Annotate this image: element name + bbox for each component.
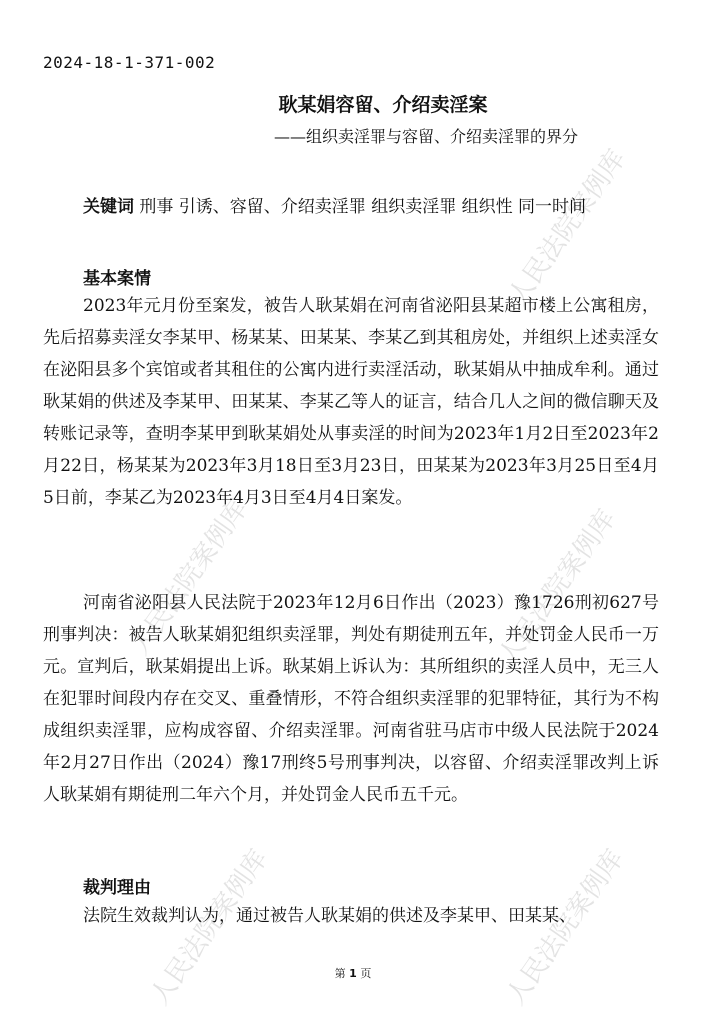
document-subtitle: ——组织卖淫罪与容留、介绍卖淫罪的界分 xyxy=(273,127,578,146)
document-title xyxy=(0,90,706,117)
watermark: 人民法院案例库 xyxy=(500,844,630,1011)
keywords-line xyxy=(43,191,659,223)
watermark: 人民法院案例库 xyxy=(124,494,254,661)
footer-suffix: 页 xyxy=(360,967,372,980)
page-footer xyxy=(0,965,706,981)
paragraph: 法院生效裁判认为，通过被告人耿某娟的供述及李某甲、田某某、 xyxy=(83,906,576,926)
keywords-text: 刑事 引诱、容留、介绍卖淫罪 组织卖淫罪 组织性 同一时间 xyxy=(139,197,587,217)
keywords-label: 关键词 xyxy=(83,197,134,217)
watermark: 人民法院案例库 xyxy=(502,144,632,311)
section-heading-reasoning: 裁判理由 xyxy=(83,878,151,898)
paragraph: 2023年元月份至案发，被告人耿某娟在河南省泌阳县某超市楼上公寓租房，先后招募卖淫女李某甲、杨某某、田某某、李某乙到其租房处，并组织上述卖淫女在泌阳县多个宾馆或者其租住的公寓内进行卖淫活动，耿某娟从中抽成牟利。通过耿某娟的供述及李某甲、田某某、李某乙等人的证言，结合几人之间的微信聊天及转账记录等，查明李某甲到耿某娟处从事卖淫的时间为2023年1月2日至2023年2月22日，杨某某为2023年3月18日至3月23日，田某某为2023年3月25日至4月5日前，李某乙为2023年4月3日至4月4日案发。 xyxy=(43,296,659,508)
page-number: 1 xyxy=(349,967,357,980)
document-title-text: 耿某娟容留、介绍卖淫案 xyxy=(278,94,488,116)
watermark: 人民法院案例库 xyxy=(492,504,622,671)
footer-prefix: 第 xyxy=(334,967,346,980)
case-id: 2024-18-1-371-002 xyxy=(43,53,216,72)
section-heading-basic-facts: 基本案情 xyxy=(83,269,151,289)
watermark: 人民法院案例库 xyxy=(144,844,274,1011)
paragraph: 河南省泌阳县人民法院于2023年12月6日作出（2023）豫1726刑初627号刑事判决：被告人耿某娟犯组织卖淫罪，判处有期徒刑五年，并处罚金人民币一万元。宣判后，耿某娟提出上诉。耿某娟上诉认为：其所组织的卖淫人员中，无三人在犯罪时间段内存在交叉、重叠情形，不符合组织卖淫罪的犯罪特征，其行为不构成组织卖淫罪，应构成容留、介绍卖淫罪。河南省驻马店市中级人民法院于2024年2月27日作出（2024）豫17刑终5号刑事判决，以容留、介绍卖淫罪改判上诉人耿某娟有期徒刑二年六个月，并处罚金人民币五千元。 xyxy=(43,593,659,805)
